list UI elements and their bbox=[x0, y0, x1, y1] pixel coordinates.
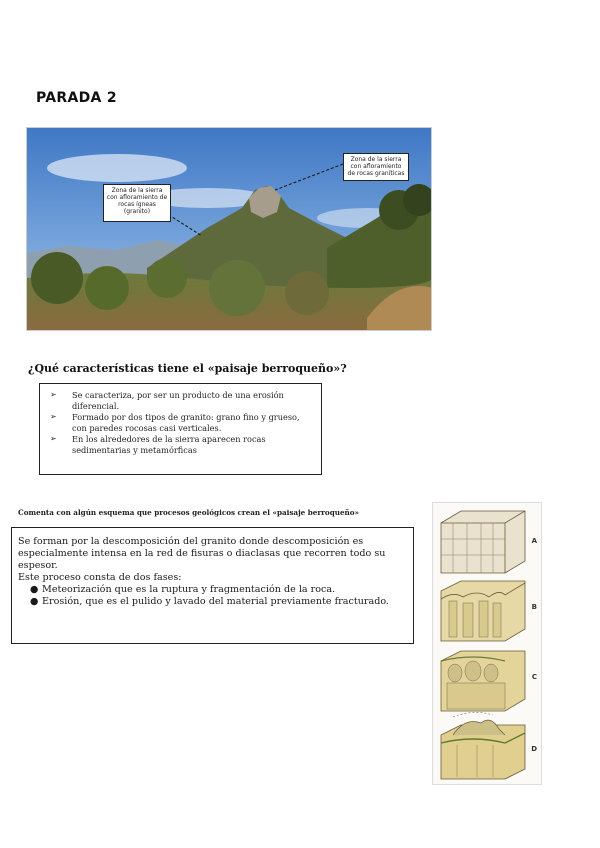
answer-phases-intro: Este proceso consta de dos fases: bbox=[18, 572, 182, 583]
characteristic-item bbox=[50, 390, 313, 411]
phase-item bbox=[18, 584, 407, 596]
stage-a-block bbox=[441, 511, 525, 573]
answer-box bbox=[11, 527, 414, 644]
bullet-dot-icon: ● bbox=[30, 584, 39, 595]
bullet-dot-icon: ● bbox=[30, 596, 39, 607]
callout-left: Zona de la sierra con afloramiento de rocas ígneas (granito) bbox=[103, 184, 171, 222]
characteristic-item bbox=[50, 434, 313, 455]
stage-label-b: B bbox=[531, 603, 537, 611]
characteristics-box bbox=[39, 383, 322, 475]
stage-d-block bbox=[441, 712, 525, 779]
phase-item bbox=[18, 596, 407, 608]
arrow-bullet-icon: ➢ bbox=[50, 412, 57, 421]
stage-b-block bbox=[441, 581, 525, 641]
characteristic-text: En los alrededores de la sierra aparecen rocas sedimentarias y metamórficas bbox=[72, 434, 266, 455]
characteristic-item bbox=[50, 412, 313, 433]
stage-label-d: D bbox=[531, 745, 537, 753]
granite-weathering-diagram bbox=[432, 502, 542, 785]
comment-prompt: Comenta con algún esquema que procesos geológicos crean el «paisaje berroqueño» bbox=[18, 508, 360, 517]
arrow-bullet-icon: ➢ bbox=[50, 434, 57, 443]
question-title: ¿Qué características tiene el «paisaje berroqueño»? bbox=[28, 362, 347, 375]
stage-label-a: A bbox=[531, 537, 537, 545]
stage-c-block bbox=[441, 651, 525, 711]
phase-text: Erosión, que es el pulido y lavado del material previamente fracturado. bbox=[42, 596, 389, 607]
arrow-bullet-icon: ➢ bbox=[50, 390, 57, 399]
stage-label-c: C bbox=[531, 673, 537, 681]
characteristic-text: Formado por dos tipos de granito: grano fino y grueso, con paredes rocosas casi verticales. bbox=[72, 412, 300, 433]
weathering-stages-illustration bbox=[433, 503, 543, 786]
landscape-photo bbox=[26, 127, 432, 331]
phase-text: Meteorización que es la ruptura y fragmentación de la roca. bbox=[42, 584, 336, 595]
callout-right: Zona de la sierra con afloramiento de rocas graníticas bbox=[343, 153, 409, 181]
characteristic-text: Se caracteriza, por ser un producto de una erosión diferencial. bbox=[72, 390, 284, 411]
page-heading: PARADA 2 bbox=[36, 90, 117, 106]
answer-intro: Se forman por la descomposición del granito donde descomposición es especialmente intensa en la red de fisuras o diaclasas que recorren todo su espesor. bbox=[18, 536, 386, 571]
